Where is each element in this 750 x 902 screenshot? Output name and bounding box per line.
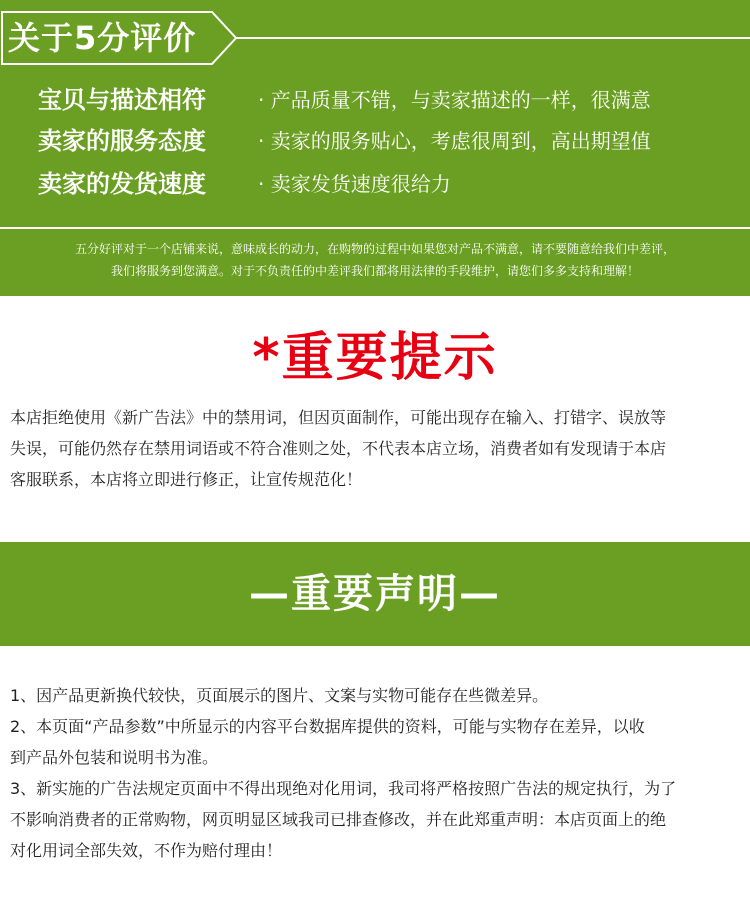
rating-row-value: · 卖家发货速度很给力 <box>258 172 451 196</box>
notice-body <box>10 402 742 495</box>
statement-line: 1、因产品更新换代较快，页面展示的图片、文案与实物可能存在些微差异。 <box>10 686 549 705</box>
statement-line: 对化用词全部失效，不作为赔付理由！ <box>10 841 283 860</box>
statement-line: 3、新实施的广告法规定页面中不得出现绝对化用词，我司将严格按照广告法的规定执行，为了 <box>10 779 677 798</box>
notice-line: 本店拒绝使用《新广告法》中的禁用词，但因页面制作，可能出现存在输入、打错字、误放等 <box>10 408 667 427</box>
rating-row-description <box>0 80 750 120</box>
rating-title: 关于5分评价 <box>8 19 197 57</box>
rating-note-line: 我们将服务到您满意。对于不负责任的中差评我们都将用法律的手段维护，请您们多多支持和理解！ <box>110 264 639 278</box>
rating-row-label: 卖家的服务态度 <box>38 127 206 155</box>
statement-line: 2、本页面“产品参数”中所显示的内容平台数据库提供的资料，可能与实物存在差异，以收 <box>10 717 645 736</box>
notice-title: *重要提示 <box>252 328 498 388</box>
rating-divider <box>0 226 750 230</box>
rating-row-service <box>0 121 750 161</box>
rating-row-label: 宝贝与描述相符 <box>38 86 206 114</box>
statement-line: 到产品外包装和说明书为准。 <box>10 748 219 767</box>
rating-row-label: 卖家的发货速度 <box>38 170 206 198</box>
rating-note <box>0 238 750 282</box>
rating-note-line: 五分好评对于一个店铺来说，意味成长的动力，在购物的过程中如果您对产品不满意，请不要随意给我们中差评， <box>74 242 675 256</box>
five-star-rating-section <box>0 0 750 296</box>
statement-title: —重要声明— <box>249 571 501 617</box>
rating-row-value: · 产品质量不错，与卖家描述的一样，很满意 <box>258 88 651 112</box>
statement-line: 不影响消费者的正常购物，网页明显区域我司已排查修改，并在此郑重声明：本店页面上的绝 <box>10 810 667 829</box>
notice-line: 失误，可能仍然存在禁用词语或不符合准则之处，不代表本店立场，消费者如有发现请于本店 <box>10 439 667 458</box>
rating-row-shipping <box>0 164 750 204</box>
statement-banner <box>0 542 750 646</box>
rating-row-value: · 卖家的服务贴心，考虑很周到，高出期望值 <box>258 129 651 153</box>
statement-body <box>10 680 742 866</box>
notice-line: 客服联系，本店将立即进行修正，让宣传规范化！ <box>10 470 363 489</box>
